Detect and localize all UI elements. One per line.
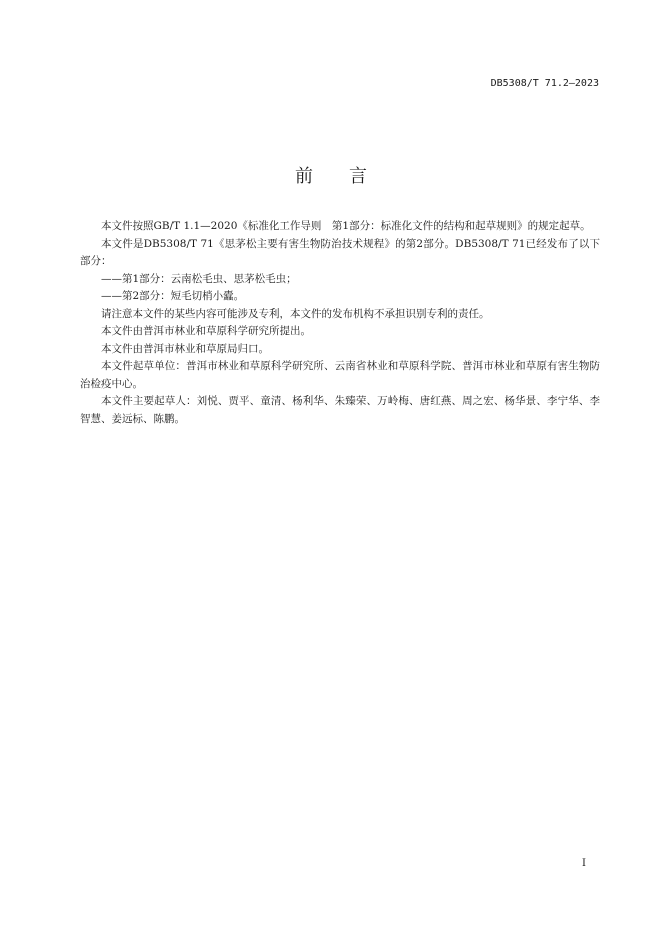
page-title: 前言 (295, 166, 403, 187)
paragraph-patent-notice: 请注意本文件的某些内容可能涉及专利，本文件的发布机构不承担识别专利的责任。 (101, 307, 490, 320)
paragraph-drafters: 本文件主要起草人：刘悦、贾平、童清、杨利华、朱臻荣、万岭梅、唐红燕、周之宏、杨华景、李宁华、李智慧、姜远标、陈鹏。 (80, 395, 600, 425)
list-item-part-1: ——第1部分：云南松毛虫、思茅松毛虫； (101, 272, 297, 285)
paragraph-proposer: 本文件由普洱市林业和草原科学研究所提出。 (101, 325, 311, 337)
document-code: DB5308/T 71.2—2023 (490, 78, 599, 89)
paragraph-drafting-units: 本文件起草单位：普洱市林业和草原科学研究所、云南省林业和草原科学院、普洱市林业和草原有害生物防治检疫中心。 (80, 360, 600, 390)
page-number: I (582, 858, 586, 869)
paragraph-drafting-rules: 本文件按照GB/T 1.1—2020《标准化工作导则 第1部分：标准化文件的结构和起草规则》的规定起草。 (101, 220, 591, 232)
paragraph-administrator: 本文件由普洱市林业和草原局归口。 (101, 342, 269, 355)
paragraph-part-info: 本文件是DB5308/T 71《思茅松主要有害生物防治技术规程》的第2部分。DB5308/T 71已经发布了以下部分： (80, 237, 600, 267)
foreword-body (80, 218, 600, 428)
list-item-part-2: ——第2部分：短毛切梢小蠹。 (101, 290, 245, 302)
